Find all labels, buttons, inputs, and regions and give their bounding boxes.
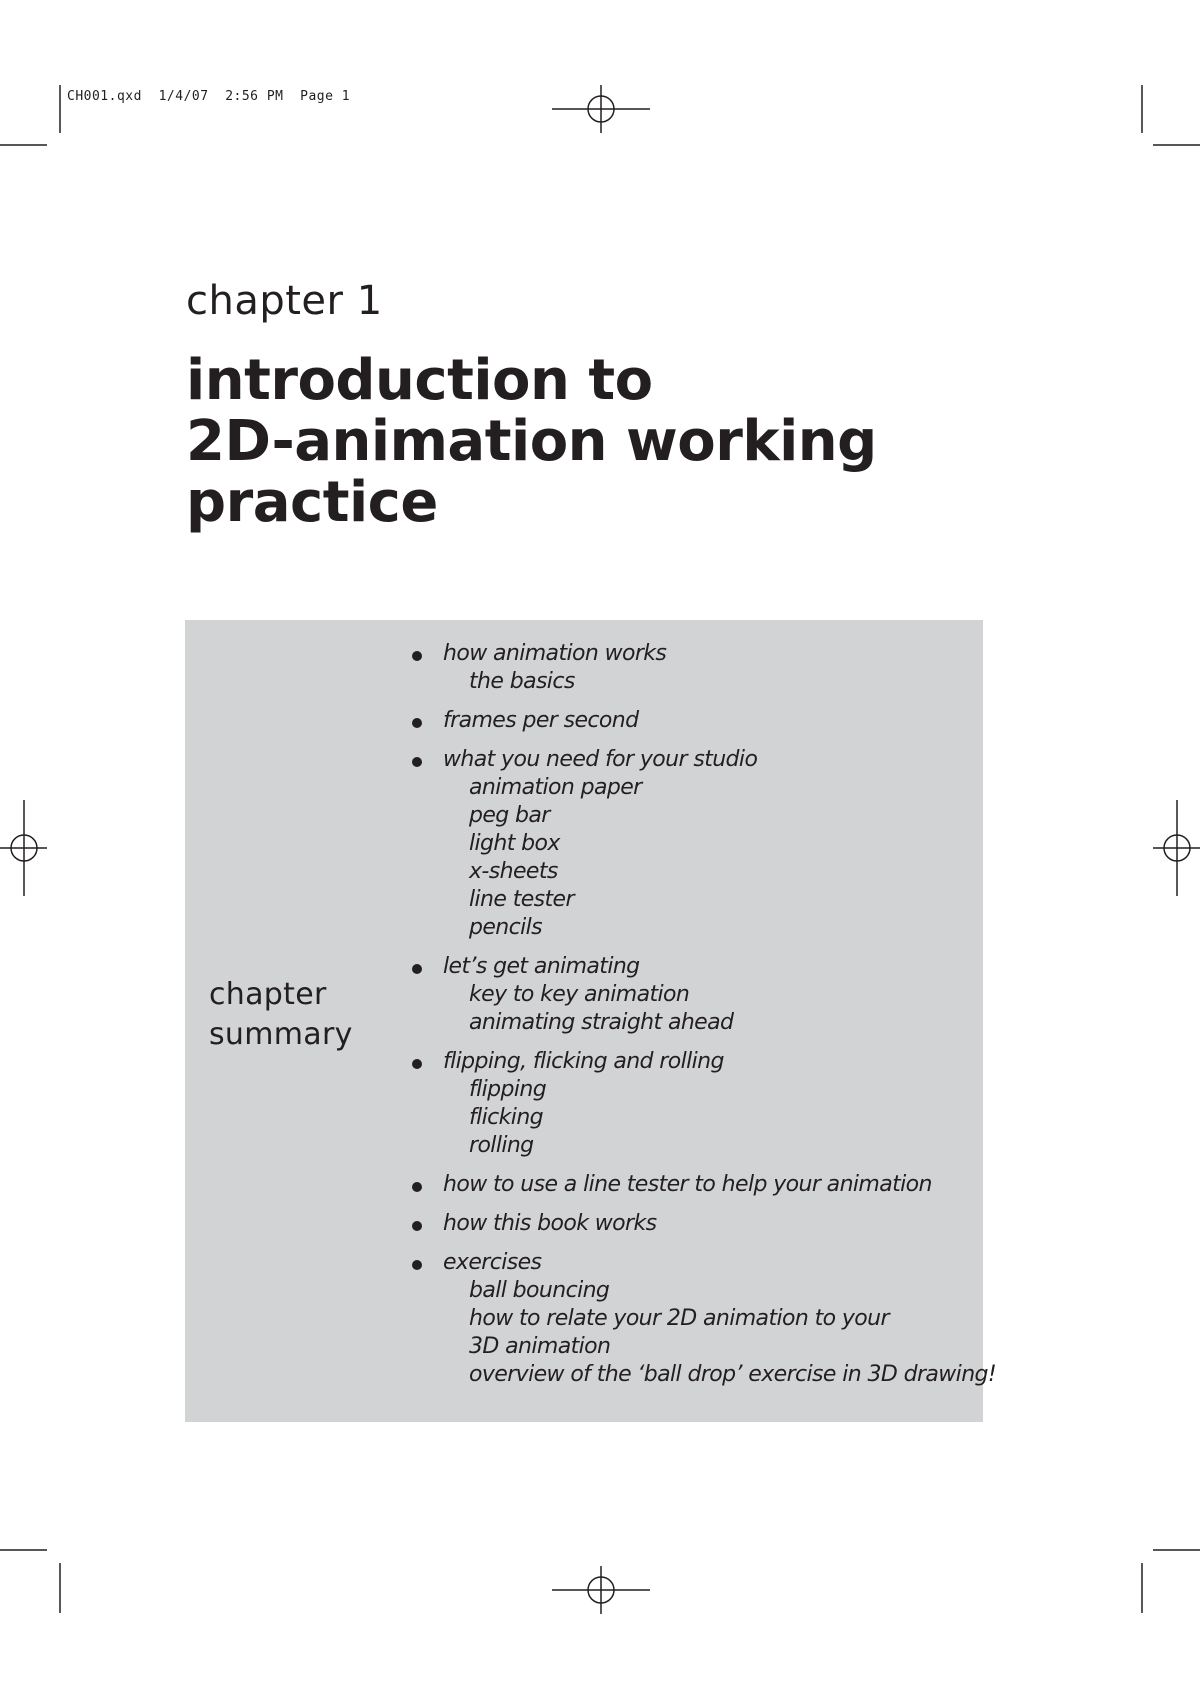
bullet-icon xyxy=(412,757,422,767)
chapter-title-line: introduction to xyxy=(186,348,653,413)
registration-mark-left xyxy=(0,800,47,896)
summary-item xyxy=(412,953,972,1037)
summary-item xyxy=(412,1048,972,1160)
summary-subtopic: rolling xyxy=(469,1133,534,1158)
chapter-summary-box xyxy=(185,620,997,1422)
summary-subtopic: pencils xyxy=(469,915,543,940)
summary-item xyxy=(412,1171,972,1199)
summary-subtopic: ball bouncing xyxy=(469,1278,610,1303)
summary-subtopic-list xyxy=(443,774,972,942)
summary-subtopic: animation paper xyxy=(469,775,642,800)
summary-subtopic: line tester xyxy=(469,887,574,912)
summary-item xyxy=(412,640,972,696)
bullet-icon xyxy=(412,718,422,728)
summary-subtopic: peg bar xyxy=(469,803,550,828)
summary-subtopic-list xyxy=(443,981,972,1037)
summary-item-label: exercises xyxy=(443,1250,542,1275)
registration-mark-top xyxy=(552,85,650,133)
bullet-icon xyxy=(412,1260,422,1270)
chapter-title-line: practice xyxy=(186,470,438,535)
summary-label-line: chapter xyxy=(209,977,327,1012)
summary-subtopic: animating straight ahead xyxy=(469,1010,734,1035)
summary-item-label: what you need for your studio xyxy=(443,747,758,772)
summary-item-label: how to use a line tester to help your animation xyxy=(443,1172,932,1197)
summary-item-label: frames per second xyxy=(443,708,639,733)
summary-item-label: how animation works xyxy=(443,641,667,666)
chapter-title-line: 2D-animation working xyxy=(186,409,877,474)
chapter-number: chapter 1 xyxy=(186,278,383,324)
registration-mark-right xyxy=(1153,800,1200,896)
bullet-icon xyxy=(412,1182,422,1192)
summary-subtopic-list xyxy=(443,668,972,696)
summary-item xyxy=(412,1210,972,1238)
summary-item xyxy=(412,707,972,735)
summary-subtopic: x-sheets xyxy=(469,859,558,884)
summary-label-line: summary xyxy=(209,1017,353,1052)
summary-subtopic: 3D animation xyxy=(469,1334,611,1359)
chapter-summary-list xyxy=(412,640,997,1400)
summary-subtopic-list xyxy=(443,1076,972,1160)
registration-mark-bottom xyxy=(552,1566,650,1614)
bullet-icon xyxy=(412,1059,422,1069)
print-slug-line: CH001.qxd 1/4/07 2:56 PM Page 1 xyxy=(67,89,351,104)
summary-item-label: flipping, flicking and rolling xyxy=(443,1049,724,1074)
bullet-icon xyxy=(412,651,422,661)
summary-subtopic: key to key animation xyxy=(469,982,690,1007)
summary-item-label: how this book works xyxy=(443,1211,657,1236)
summary-subtopic: flipping xyxy=(469,1077,547,1102)
summary-item-label: let’s get animating xyxy=(443,954,640,979)
summary-subtopic: overview of the ‘ball drop’ exercise in 3D drawing! xyxy=(469,1362,997,1387)
chapter-title xyxy=(186,350,986,533)
summary-subtopic: light box xyxy=(469,831,560,856)
summary-subtopic-list xyxy=(443,1277,997,1389)
summary-subtopic: flicking xyxy=(469,1105,544,1130)
summary-item xyxy=(412,1249,997,1389)
summary-subtopic: the basics xyxy=(469,669,575,694)
bullet-icon xyxy=(412,1221,422,1231)
summary-subtopic: how to relate your 2D animation to your xyxy=(469,1306,889,1331)
summary-item xyxy=(412,746,972,942)
chapter-summary-label xyxy=(209,975,353,1055)
bullet-icon xyxy=(412,964,422,974)
